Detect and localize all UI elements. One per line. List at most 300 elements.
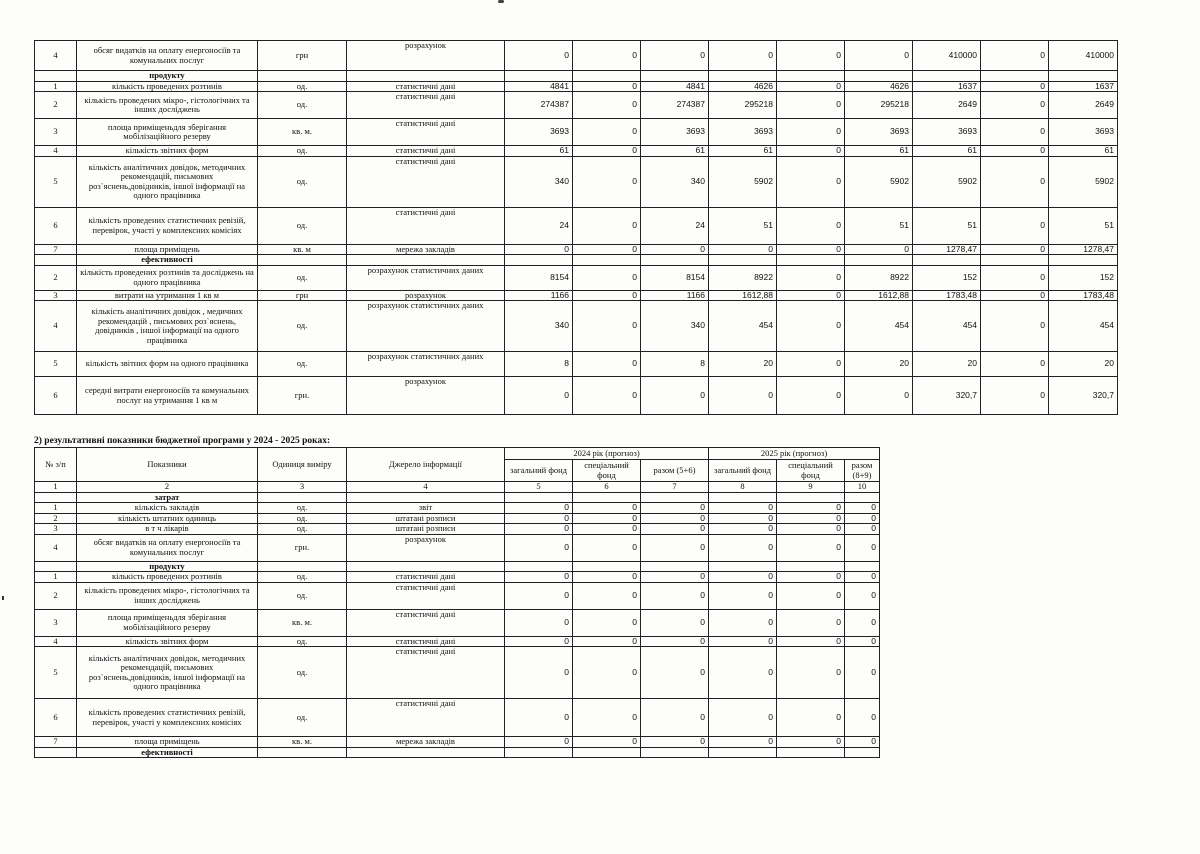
value-cell: 0 xyxy=(777,524,845,535)
table-row xyxy=(35,146,1118,157)
table-row xyxy=(35,609,880,636)
value-cell: 61 xyxy=(505,146,573,157)
row-number: 3 xyxy=(35,119,77,146)
value-cell: 0 xyxy=(573,534,641,561)
value-cell: 0 xyxy=(641,572,709,583)
unit-cell: од. xyxy=(258,156,347,207)
value-cell: 295218 xyxy=(845,92,913,119)
header-unit: Одиниця виміру xyxy=(258,448,347,482)
table-row xyxy=(35,352,1118,377)
indicator-name: середні витрати енергоносіїв та комунальних послуг на утримання 1 кв м xyxy=(77,377,258,415)
column-number: 4 xyxy=(347,482,505,493)
value-cell: 1637 xyxy=(1049,81,1118,92)
value-cell: 61 xyxy=(913,146,981,157)
unit-cell: грн. xyxy=(258,377,347,415)
value-cell: 0 xyxy=(709,244,777,255)
value-cell: 0 xyxy=(573,119,641,146)
value-cell: 0 xyxy=(777,609,845,636)
value-cell: 0 xyxy=(709,524,777,535)
indicator-name: кількість проведених розтинів та досліджень на одного працівника xyxy=(77,265,258,290)
section-empty-cell xyxy=(777,492,845,503)
row-number: 3 xyxy=(35,524,77,535)
indicator-name: кількість звітних форм xyxy=(77,636,258,647)
table-row xyxy=(35,265,1118,290)
unit-cell: кв. м. xyxy=(258,609,347,636)
row-number: 4 xyxy=(35,301,77,352)
value-cell: 0 xyxy=(981,41,1049,71)
table-row xyxy=(35,290,1118,301)
column-number: 2 xyxy=(77,482,258,493)
table-row xyxy=(35,156,1118,207)
value-cell: 4626 xyxy=(709,81,777,92)
section-empty-cell xyxy=(35,561,77,572)
value-cell: 0 xyxy=(709,582,777,609)
value-cell: 410000 xyxy=(1049,41,1118,71)
unit-cell: од. xyxy=(258,503,347,514)
table-row xyxy=(35,699,880,737)
source-cell: статистичні дані xyxy=(347,81,505,92)
value-cell: 340 xyxy=(641,156,709,207)
source-cell: статистичні дані xyxy=(347,92,505,119)
value-cell: 0 xyxy=(573,503,641,514)
unit-cell: од. xyxy=(258,699,347,737)
value-cell: 0 xyxy=(709,636,777,647)
indicator-name: обсяг видатків на оплату енергоносіїв та комунальних послуг xyxy=(77,41,258,71)
value-cell: 0 xyxy=(573,352,641,377)
section-empty-cell xyxy=(845,747,880,758)
row-number: 2 xyxy=(35,513,77,524)
row-number: 4 xyxy=(35,534,77,561)
source-cell: звіт xyxy=(347,503,505,514)
value-cell: 1783,48 xyxy=(1049,290,1118,301)
value-cell: 1166 xyxy=(641,290,709,301)
value-cell: 0 xyxy=(777,301,845,352)
section-empty-cell xyxy=(258,492,347,503)
scan-artifact-left xyxy=(2,596,4,600)
table-row xyxy=(35,92,1118,119)
table-row xyxy=(35,119,1118,146)
section-label: затрат xyxy=(77,492,258,503)
value-cell: 51 xyxy=(709,207,777,244)
section-empty-cell xyxy=(347,71,505,82)
value-cell: 24 xyxy=(641,207,709,244)
value-cell: 0 xyxy=(505,503,573,514)
indicator-name: площа приміщень xyxy=(77,737,258,748)
table-row xyxy=(35,377,1118,415)
value-cell: 0 xyxy=(845,737,880,748)
value-cell: 8922 xyxy=(709,265,777,290)
value-cell: 8 xyxy=(641,352,709,377)
indicator-name: кількість штатних одиниць xyxy=(77,513,258,524)
value-cell: 0 xyxy=(845,699,880,737)
indicator-name: кількість проведених мікро-, гістологічних та інших досліджень xyxy=(77,582,258,609)
value-cell: 0 xyxy=(777,81,845,92)
unit-cell: грн xyxy=(258,290,347,301)
column-numbers-row xyxy=(35,482,880,493)
section-row xyxy=(35,255,1118,266)
column-number: 5 xyxy=(505,482,573,493)
indicator-name: кількість закладів xyxy=(77,503,258,514)
value-cell: 0 xyxy=(641,503,709,514)
source-cell: мережа закладів xyxy=(347,737,505,748)
value-cell: 20 xyxy=(1049,352,1118,377)
table-row xyxy=(35,503,880,514)
header-2025: 2025 рік (прогноз) xyxy=(709,448,880,460)
table-row xyxy=(35,636,880,647)
value-cell: 3693 xyxy=(641,119,709,146)
unit-cell: од. xyxy=(258,207,347,244)
row-number: 1 xyxy=(35,572,77,583)
indicator-name: кількість проведених розтинів xyxy=(77,81,258,92)
indicator-name: кількість проведених статистичних ревізій, перевірок, участі у комплексних комісіях xyxy=(77,699,258,737)
row-number: 1 xyxy=(35,81,77,92)
indicator-name: витрати на утримання 1 кв м xyxy=(77,290,258,301)
value-cell: 0 xyxy=(981,146,1049,157)
value-cell: 0 xyxy=(573,636,641,647)
value-cell: 0 xyxy=(573,647,641,699)
row-number: 7 xyxy=(35,737,77,748)
row-number: 3 xyxy=(35,290,77,301)
source-cell: штатані розписи xyxy=(347,513,505,524)
column-number: 7 xyxy=(641,482,709,493)
value-cell: 0 xyxy=(641,41,709,71)
table-row xyxy=(35,81,1118,92)
value-cell: 0 xyxy=(573,582,641,609)
indicator-name: кількість проведених розтинів xyxy=(77,572,258,583)
section-empty-cell xyxy=(347,747,505,758)
section-empty-cell xyxy=(641,492,709,503)
value-cell: 152 xyxy=(1049,265,1118,290)
value-cell: 0 xyxy=(641,582,709,609)
section-empty-cell xyxy=(777,561,845,572)
value-cell: 0 xyxy=(777,290,845,301)
value-cell: 0 xyxy=(981,377,1049,415)
section-empty-cell xyxy=(573,492,641,503)
value-cell: 0 xyxy=(845,534,880,561)
value-cell: 0 xyxy=(981,156,1049,207)
row-number: 5 xyxy=(35,352,77,377)
value-cell: 0 xyxy=(709,534,777,561)
section-empty-cell xyxy=(505,492,573,503)
value-cell: 5902 xyxy=(1049,156,1118,207)
value-cell: 20 xyxy=(913,352,981,377)
value-cell: 0 xyxy=(709,41,777,71)
value-cell: 0 xyxy=(777,146,845,157)
value-cell: 3693 xyxy=(1049,119,1118,146)
row-number: 4 xyxy=(35,41,77,71)
value-cell: 0 xyxy=(845,582,880,609)
value-cell: 0 xyxy=(573,92,641,119)
value-cell: 152 xyxy=(913,265,981,290)
header-total-2025: разом (8+9) xyxy=(845,460,880,482)
header-special-fund-2024: спеціальний фонд xyxy=(573,460,641,482)
value-cell: 0 xyxy=(505,699,573,737)
column-number: 1 xyxy=(35,482,77,493)
indicator-name: площа приміщеньдля зберігання мобілізаційного резерву xyxy=(77,609,258,636)
value-cell: 0 xyxy=(573,244,641,255)
value-cell: 1278,47 xyxy=(913,244,981,255)
source-cell: штатані розписи xyxy=(347,524,505,535)
value-cell: 0 xyxy=(573,524,641,535)
value-cell: 0 xyxy=(573,513,641,524)
value-cell: 5902 xyxy=(709,156,777,207)
value-cell: 0 xyxy=(777,534,845,561)
table-row xyxy=(35,244,1118,255)
value-cell: 274387 xyxy=(641,92,709,119)
value-cell: 0 xyxy=(505,534,573,561)
value-cell: 0 xyxy=(845,377,913,415)
value-cell: 1166 xyxy=(505,290,573,301)
value-cell: 1278,47 xyxy=(1049,244,1118,255)
indicator-name: кількість аналітичних довідок , медичних рекомендацій , письмових роз`яснень, довідників , іншої інформації на одного працівника xyxy=(77,301,258,352)
section-label: продукту xyxy=(77,561,258,572)
value-cell: 0 xyxy=(573,265,641,290)
value-cell: 0 xyxy=(981,265,1049,290)
value-cell: 0 xyxy=(505,572,573,583)
value-cell: 0 xyxy=(573,301,641,352)
indicator-name: кількість звітних форм xyxy=(77,146,258,157)
header-total-2024: разом (5+6) xyxy=(641,460,709,482)
section-row xyxy=(35,747,880,758)
value-cell: 0 xyxy=(981,352,1049,377)
value-cell: 0 xyxy=(777,41,845,71)
value-cell: 5902 xyxy=(913,156,981,207)
section-empty-cell xyxy=(709,71,777,82)
unit-cell: од. xyxy=(258,582,347,609)
value-cell: 0 xyxy=(709,503,777,514)
row-number: 2 xyxy=(35,265,77,290)
table-row xyxy=(35,647,880,699)
section-empty-cell xyxy=(35,71,77,82)
value-cell: 0 xyxy=(845,572,880,583)
source-cell: розрахунок xyxy=(347,41,505,71)
value-cell: 0 xyxy=(845,609,880,636)
source-cell: мережа закладів xyxy=(347,244,505,255)
section-empty-cell xyxy=(258,255,347,266)
section-empty-cell xyxy=(573,255,641,266)
indicator-name: в т ч лікарів xyxy=(77,524,258,535)
indicator-name: обсяг видатків на оплату енергоносіїв та комунальних послуг xyxy=(77,534,258,561)
value-cell: 340 xyxy=(505,156,573,207)
unit-cell: од. xyxy=(258,265,347,290)
indicators-table-2024-2025-body xyxy=(35,492,880,758)
column-number: 9 xyxy=(777,482,845,493)
row-number: 7 xyxy=(35,244,77,255)
value-cell: 0 xyxy=(777,582,845,609)
value-cell: 0 xyxy=(981,119,1049,146)
value-cell: 0 xyxy=(709,609,777,636)
value-cell: 0 xyxy=(641,699,709,737)
value-cell: 4626 xyxy=(845,81,913,92)
value-cell: 3693 xyxy=(505,119,573,146)
row-number: 6 xyxy=(35,377,77,415)
value-cell: 0 xyxy=(777,636,845,647)
unit-cell: од. xyxy=(258,92,347,119)
value-cell: 320,7 xyxy=(1049,377,1118,415)
column-number: 10 xyxy=(845,482,880,493)
value-cell: 8922 xyxy=(845,265,913,290)
source-cell: статистичні дані xyxy=(347,647,505,699)
value-cell: 0 xyxy=(641,244,709,255)
section-label: ефективності xyxy=(77,747,258,758)
section-empty-cell xyxy=(347,492,505,503)
section-empty-cell xyxy=(641,561,709,572)
value-cell: 0 xyxy=(505,582,573,609)
value-cell: 410000 xyxy=(913,41,981,71)
unit-cell: од. xyxy=(258,301,347,352)
value-cell: 4841 xyxy=(505,81,573,92)
value-cell: 0 xyxy=(777,572,845,583)
section-empty-cell xyxy=(505,561,573,572)
value-cell: 0 xyxy=(573,699,641,737)
indicator-name: площа приміщеньдля зберігання мобілізаційного резерву xyxy=(77,119,258,146)
value-cell: 61 xyxy=(641,146,709,157)
value-cell: 0 xyxy=(505,636,573,647)
header-special-fund-2025: спеціальний фонд xyxy=(777,460,845,482)
column-number: 8 xyxy=(709,482,777,493)
section-empty-cell xyxy=(709,561,777,572)
source-cell: статистичні дані xyxy=(347,699,505,737)
value-cell: 0 xyxy=(641,647,709,699)
table-row xyxy=(35,582,880,609)
table-row xyxy=(35,572,880,583)
unit-cell: од. xyxy=(258,636,347,647)
value-cell: 0 xyxy=(573,377,641,415)
value-cell: 0 xyxy=(709,647,777,699)
value-cell: 0 xyxy=(505,377,573,415)
unit-cell: кв. м. xyxy=(258,737,347,748)
indicator-name: кількість звітних форм на одного працівника xyxy=(77,352,258,377)
value-cell: 0 xyxy=(777,265,845,290)
row-number: 3 xyxy=(35,609,77,636)
value-cell: 0 xyxy=(641,737,709,748)
value-cell: 0 xyxy=(709,513,777,524)
value-cell: 274387 xyxy=(505,92,573,119)
value-cell: 0 xyxy=(777,156,845,207)
value-cell: 0 xyxy=(845,524,880,535)
section-empty-cell xyxy=(709,255,777,266)
header-num: № з/п xyxy=(35,448,77,482)
row-number: 5 xyxy=(35,156,77,207)
value-cell: 320,7 xyxy=(913,377,981,415)
section-empty-cell xyxy=(573,747,641,758)
value-cell: 0 xyxy=(573,290,641,301)
indicators-table-2023-body xyxy=(35,41,1118,415)
value-cell: 0 xyxy=(573,737,641,748)
value-cell: 20 xyxy=(845,352,913,377)
value-cell: 0 xyxy=(505,524,573,535)
value-cell: 454 xyxy=(709,301,777,352)
value-cell: 0 xyxy=(573,41,641,71)
value-cell: 8154 xyxy=(505,265,573,290)
column-number: 6 xyxy=(573,482,641,493)
value-cell: 0 xyxy=(709,377,777,415)
value-cell: 0 xyxy=(641,513,709,524)
value-cell: 0 xyxy=(573,156,641,207)
unit-cell: кв. м xyxy=(258,244,347,255)
section-empty-cell xyxy=(777,71,845,82)
section-empty-cell xyxy=(258,747,347,758)
row-number: 6 xyxy=(35,699,77,737)
value-cell: 0 xyxy=(981,81,1049,92)
section-empty-cell xyxy=(573,561,641,572)
indicators-table-2024-2025 xyxy=(34,447,880,758)
source-cell: статистичні дані xyxy=(347,582,505,609)
value-cell: 61 xyxy=(845,146,913,157)
value-cell: 0 xyxy=(845,647,880,699)
value-cell: 0 xyxy=(573,609,641,636)
source-cell: статистичні дані xyxy=(347,207,505,244)
section-empty-cell xyxy=(709,747,777,758)
value-cell: 0 xyxy=(505,647,573,699)
value-cell: 0 xyxy=(641,534,709,561)
value-cell: 0 xyxy=(777,207,845,244)
section-label: ефективності xyxy=(77,255,258,266)
value-cell: 1612,88 xyxy=(845,290,913,301)
indicator-name: площа приміщень xyxy=(77,244,258,255)
row-number: 5 xyxy=(35,647,77,699)
section-empty-cell xyxy=(347,255,505,266)
value-cell: 0 xyxy=(845,513,880,524)
source-cell: статистичні дані xyxy=(347,572,505,583)
value-cell: 2649 xyxy=(913,92,981,119)
section-empty-cell xyxy=(35,747,77,758)
value-cell: 340 xyxy=(641,301,709,352)
section-empty-cell xyxy=(709,492,777,503)
section-empty-cell xyxy=(258,561,347,572)
section-empty-cell xyxy=(1049,71,1118,82)
table-row xyxy=(35,301,1118,352)
header-2024: 2024 рік (прогноз) xyxy=(505,448,709,460)
value-cell: 454 xyxy=(913,301,981,352)
value-cell: 4841 xyxy=(641,81,709,92)
value-cell: 0 xyxy=(573,572,641,583)
value-cell: 0 xyxy=(573,207,641,244)
table-row xyxy=(35,524,880,535)
source-cell: статистичні дані xyxy=(347,636,505,647)
header-general-fund-2025: загальний фонд xyxy=(709,460,777,482)
indicator-name: кількість проведених статистичних ревізій, перевірок, участі у комплексних комісіях xyxy=(77,207,258,244)
value-cell: 0 xyxy=(573,146,641,157)
source-cell: розрахунок xyxy=(347,377,505,415)
source-cell: розрахунок статистичних даних xyxy=(347,265,505,290)
value-cell: 0 xyxy=(505,41,573,71)
source-cell: статистичні дані xyxy=(347,119,505,146)
value-cell: 0 xyxy=(981,301,1049,352)
value-cell: 0 xyxy=(845,244,913,255)
value-cell: 0 xyxy=(505,609,573,636)
row-number: 1 xyxy=(35,503,77,514)
table-row xyxy=(35,207,1118,244)
source-cell: розрахунок статистичних даних xyxy=(347,352,505,377)
value-cell: 0 xyxy=(777,352,845,377)
value-cell: 0 xyxy=(777,503,845,514)
value-cell: 2649 xyxy=(1049,92,1118,119)
section-empty-cell xyxy=(258,71,347,82)
section-title: 2) результативні показники бюджетної програми у 2024 - 2025 роках: xyxy=(34,436,331,446)
value-cell: 51 xyxy=(913,207,981,244)
section-empty-cell xyxy=(641,255,709,266)
section-empty-cell xyxy=(981,71,1049,82)
value-cell: 8 xyxy=(505,352,573,377)
header-source: Джерело інформації xyxy=(347,448,505,482)
source-cell: розрахунок xyxy=(347,290,505,301)
unit-cell: од. xyxy=(258,352,347,377)
row-number: 4 xyxy=(35,146,77,157)
value-cell: 1783,48 xyxy=(913,290,981,301)
value-cell: 51 xyxy=(1049,207,1118,244)
section-empty-cell xyxy=(845,561,880,572)
